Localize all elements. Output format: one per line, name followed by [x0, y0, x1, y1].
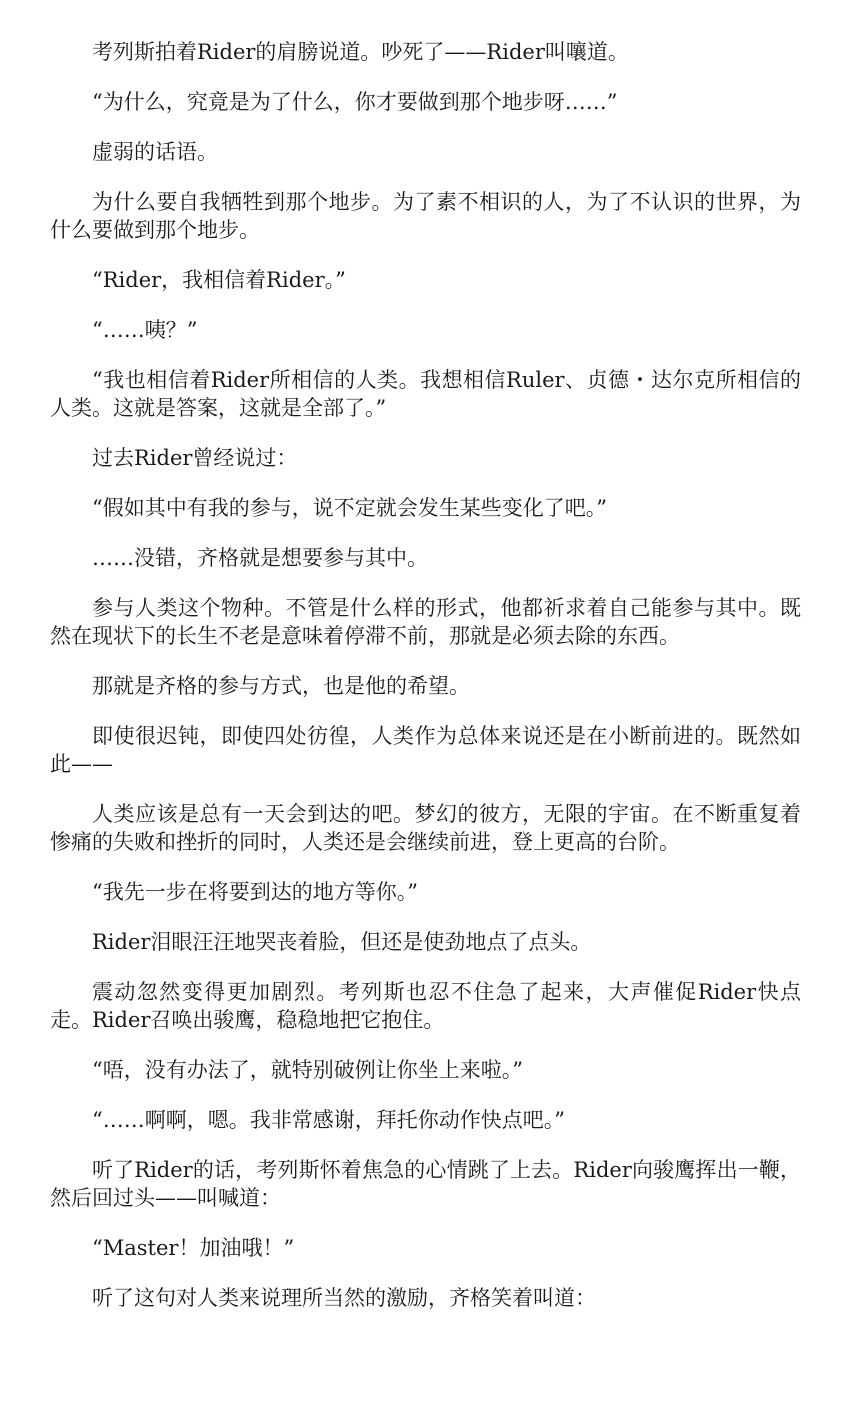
paragraph: 震动忽然变得更加剧烈。考列斯也忍不住急了起来，大声催促Rider快点走。Rider召唤出骏鹰，稳稳地把它抱住。	[50, 980, 801, 1032]
paragraph: ……没错，齐格就是想要参与其中。	[92, 546, 428, 570]
paragraph: “我也相信着Rider所相信的人类。我想相信Ruler、贞德・达尔克所相信的人类。这就是答案，这就是全部了。”	[50, 368, 801, 420]
paragraph: “……啊啊，嗯。我非常感谢，拜托你动作快点吧。”	[92, 1108, 565, 1132]
paragraph: “……咦？”	[92, 318, 198, 342]
paragraph: 听了Rider的话，考列斯怀着焦急的心情跳了上去。Rider向骏鹰挥出一鞭，然后回过头——叫喊道：	[50, 1158, 801, 1210]
paragraph: “Rider，我相信着Rider。”	[92, 268, 346, 292]
paragraph: 参与人类这个物种。不管是什么样的形式，他都祈求着自己能参与其中。既然在现状下的长生不老是意味着停滞不前，那就是必须去除的东西。	[50, 596, 801, 648]
paragraph: 即使很迟钝，即使四处彷徨，人类作为总体来说还是在小断前进的。既然如此——	[50, 724, 801, 776]
paragraph: 为什么要自我牺牲到那个地步。为了素不相识的人，为了不认识的世界，为什么要做到那个地步。	[50, 190, 801, 242]
paragraph: “我先一步在将要到达的地方等你。”	[92, 880, 418, 904]
paragraph: “假如其中有我的参与，说不定就会发生某些变化了吧。”	[92, 496, 607, 520]
paragraph: “Master！加油哦！”	[92, 1236, 295, 1260]
paragraph: 考列斯拍着Rider的肩膀说道。吵死了——Rider叫嚷道。	[92, 40, 629, 64]
paragraph: Rider泪眼汪汪地哭丧着脸，但还是使劲地点了点头。	[92, 930, 592, 954]
paragraph: “为什么，究竟是为了什么，你才要做到那个地步呀……”	[92, 90, 618, 114]
paragraph: 那就是齐格的参与方式，也是他的希望。	[92, 674, 470, 698]
paragraph: 听了这句对人类来说理所当然的激励，齐格笑着叫道：	[92, 1286, 596, 1310]
paragraph: 人类应该是总有一天会到达的吧。梦幻的彼方，无限的宇宙。在不断重复着惨痛的失败和挫折的同时，人类还是会继续前进，登上更高的台阶。	[50, 802, 801, 854]
paragraph: 虚弱的话语。	[92, 140, 218, 164]
paragraph: “唔，没有办法了，就特别破例让你坐上来啦。”	[92, 1058, 523, 1082]
paragraph: 过去Rider曾经说过：	[92, 446, 298, 470]
